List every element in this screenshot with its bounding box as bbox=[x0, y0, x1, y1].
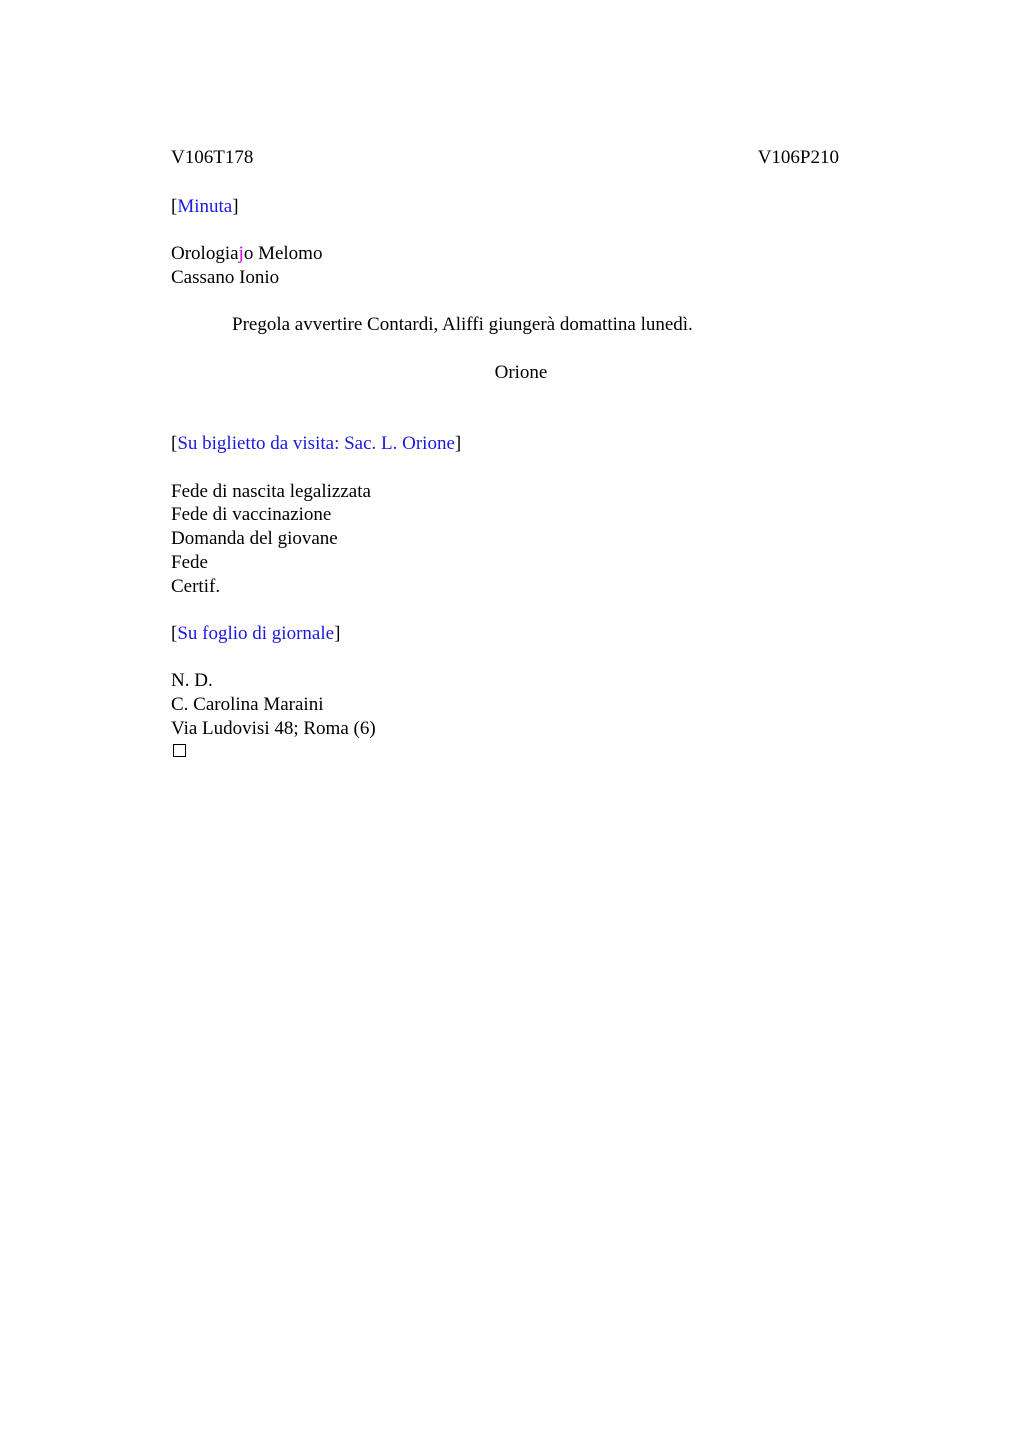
bracket-close: ] bbox=[232, 196, 239, 217]
recipient-name bbox=[171, 242, 322, 266]
bracket-close: ] bbox=[334, 623, 341, 644]
list-item: Fede di vaccinazione bbox=[171, 504, 332, 525]
bracket-open: [ bbox=[171, 623, 178, 644]
header-right-code: V106P210 bbox=[757, 147, 839, 168]
note-text: Minuta bbox=[177, 196, 233, 217]
checkbox-glyph bbox=[173, 744, 186, 757]
recipient-location: Cassano Ionio bbox=[171, 267, 280, 288]
note-text: Su foglio di giornale bbox=[177, 623, 335, 644]
address-street: Via Ludovisi 48; Roma (6) bbox=[171, 718, 376, 739]
bracket-close: ] bbox=[454, 433, 462, 454]
address-title: N. D. bbox=[171, 670, 213, 691]
bracket-open: [ bbox=[171, 196, 178, 217]
list-item: Fede di nascita legalizzata bbox=[171, 481, 371, 502]
recipient-name-part2: o Melomo bbox=[243, 243, 323, 264]
message-body: Pregola avvertire Contardi, Aliffi giungerà domattina lunedì. bbox=[232, 314, 693, 335]
header-left-code: V106T178 bbox=[171, 147, 254, 168]
address-name: C. Carolina Maraini bbox=[171, 694, 324, 715]
recipient-name-part1: Orologia bbox=[171, 243, 239, 264]
editorial-note-minuta bbox=[171, 195, 239, 219]
document-page bbox=[171, 0, 839, 1450]
note-text: Su biglietto da visita: Sac. L. Orione bbox=[177, 433, 455, 454]
recipient-name-highlight: j bbox=[238, 243, 244, 264]
bracket-open: [ bbox=[171, 433, 178, 454]
list-item: Fede bbox=[171, 552, 208, 573]
editorial-note-business-card bbox=[171, 432, 461, 456]
list-item: Domanda del giovane bbox=[171, 528, 338, 549]
signature: Orione bbox=[494, 362, 548, 383]
editorial-note-newspaper bbox=[171, 622, 340, 646]
list-item: Certif. bbox=[171, 576, 221, 597]
